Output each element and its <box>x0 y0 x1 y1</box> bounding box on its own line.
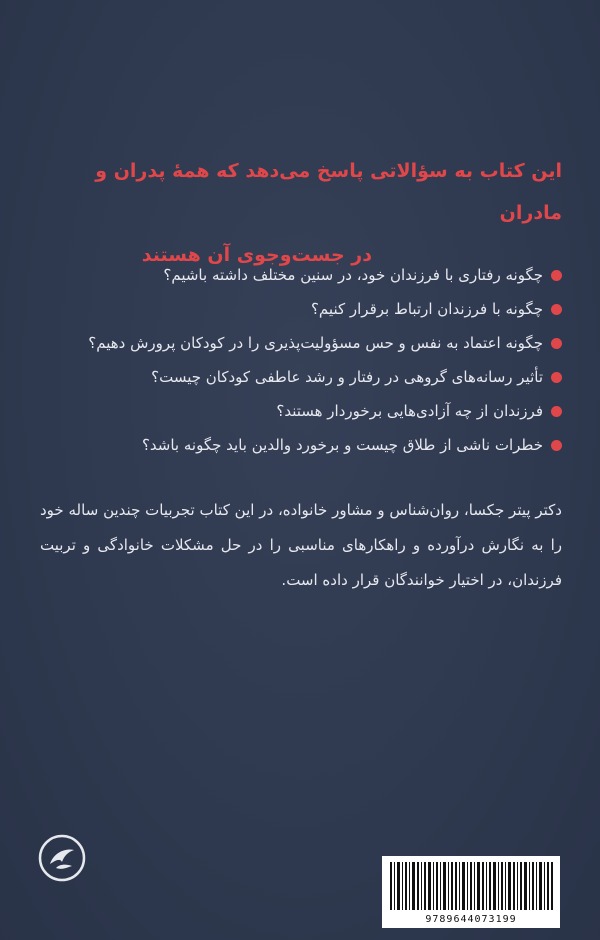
list-item <box>40 258 562 292</box>
bullet-icon <box>551 270 562 281</box>
list-item <box>40 394 562 428</box>
question-text: چگونه با فرزندان ارتباط برقرار کنیم؟ <box>310 300 543 318</box>
question-list <box>40 258 562 462</box>
list-item <box>40 326 562 360</box>
question-text: فرزندان از چه آزادی‌هایی برخوردار هستند؟ <box>276 402 543 420</box>
bullet-icon <box>551 440 562 451</box>
bullet-icon <box>551 372 562 383</box>
headline-line-1: این کتاب به سؤالاتی پاسخ می‌دهد که همهٔ پدران و مادران <box>95 160 562 224</box>
question-text: خطرات ناشی از طلاق چیست و برخورد والدین باید چگونه باشد؟ <box>141 436 543 454</box>
question-text: چگونه رفتاری با فرزندان خود، در سنین مختلف داشته باشیم؟ <box>163 266 543 284</box>
isbn-number: 9789644073199 <box>425 914 517 925</box>
publisher-logo-icon <box>38 834 86 882</box>
author-description: دکتر پیتر جکسا، روان‌شناس و مشاور خانواده، در این کتاب تجربیات چندین ساله خود را به نگارش درآورده و راهکارهای مناسبی را در حل مشکلات خانوادگی و تربیت فرزندان، در اختیار خوانندگان قرار داده است. <box>40 501 562 589</box>
question-text: تأثیر رسانه‌های گروهی در رفتار و رشد عاطفی کودکان چیست؟ <box>151 368 543 386</box>
headline-line-2: در جست‌وجوی آن هستند <box>141 244 372 266</box>
barcode-bars <box>390 862 554 910</box>
bullet-icon <box>551 406 562 417</box>
question-text: چگونه اعتماد به نفس و حس مسؤولیت‌پذیری را در کودکان پرورش دهیم؟ <box>88 334 543 352</box>
bullet-icon <box>551 304 562 315</box>
bullet-icon <box>551 338 562 349</box>
list-item <box>40 360 562 394</box>
list-item <box>40 428 562 462</box>
list-item <box>40 292 562 326</box>
isbn-barcode <box>382 856 560 928</box>
